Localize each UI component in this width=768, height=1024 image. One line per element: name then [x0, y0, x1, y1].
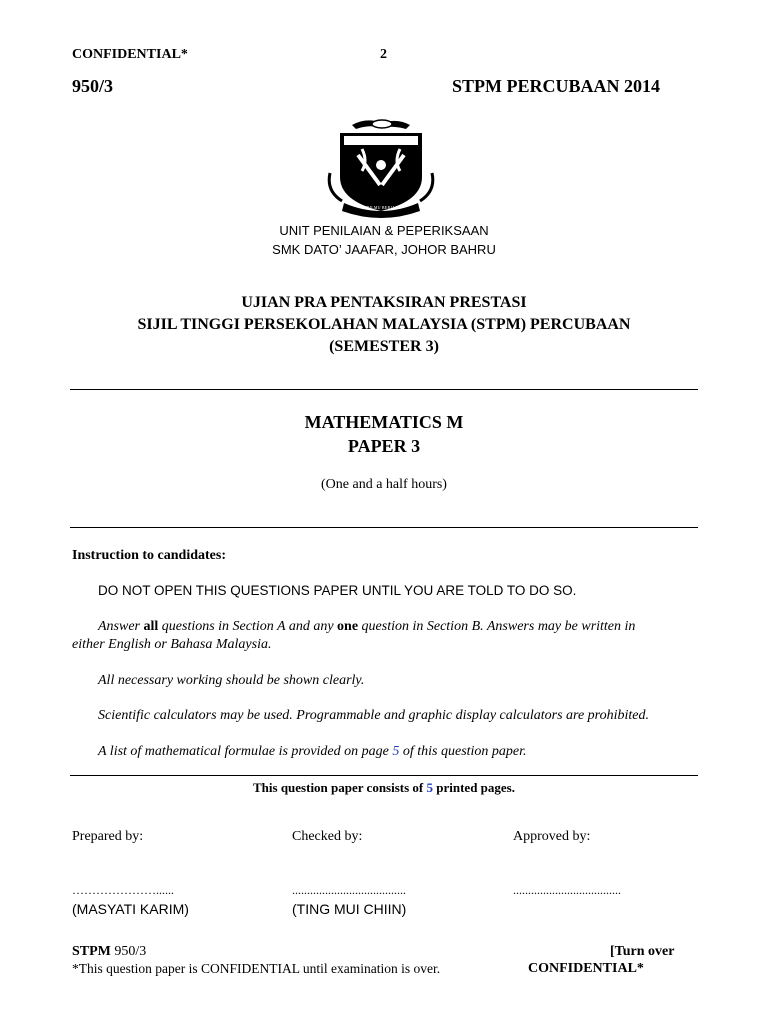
- answer-all-emphasis: all: [143, 619, 159, 634]
- school-name: SMK DATO’ JAAFAR, JOHOR BAHRU: [272, 242, 496, 257]
- formulae-text: A list of mathematical formulae is provided on page: [98, 744, 393, 759]
- exam-title-line1: UJIAN PRA PENTAKSIRAN PRESTASI: [241, 294, 527, 311]
- exam-title-line2: SIJIL TINGGI PERSEKOLAHAN MALAYSIA (STPM) PERCUBAAN: [137, 316, 631, 333]
- answer-one-emphasis: one: [337, 619, 359, 634]
- prepared-by-label: Prepared by:: [72, 829, 144, 844]
- school-unit: UNIT PENILAIAN & PEPERIKSAAN: [279, 223, 489, 238]
- exam-title: STPM PERCUBAAN 2014: [452, 76, 661, 96]
- confidential-note: *This question paper is CONFIDENTIAL until examination is over.: [72, 961, 441, 976]
- subject-name: MATHEMATICS M: [304, 412, 464, 432]
- paper-number: PAPER 3: [347, 436, 421, 456]
- turn-over-label: [Turn over: [610, 944, 675, 959]
- formulae-page-number: 5: [392, 744, 400, 759]
- crest-motto: BERILMU BERJASA: [361, 205, 401, 210]
- page-count-text: This question paper consists of: [253, 780, 427, 795]
- calculator-instruction: Scientific calculators may be used. Programmable and graphic display calculators are prohibited.: [98, 708, 649, 723]
- page-number: 2: [380, 47, 387, 62]
- approved-signature-line: ....................................: [513, 883, 621, 897]
- working-instruction: All necessary working should be shown clearly.: [98, 673, 365, 688]
- divider: [70, 527, 698, 528]
- checked-by-label: Checked by:: [292, 829, 363, 844]
- checked-signature-line: ......................................: [292, 883, 406, 897]
- formulae-text: of this question paper.: [399, 744, 527, 759]
- answer-instruction-line2: either English or Bahasa Malaysia.: [72, 637, 272, 652]
- checker-name: (TING MUI CHIIN): [292, 901, 407, 917]
- page-count-number: 5: [426, 780, 433, 795]
- answer-text: questions in Section A and any: [158, 619, 338, 634]
- footer-confidential: CONFIDENTIAL*: [528, 961, 644, 976]
- page-count-note: [0, 780, 768, 796]
- duration: (One and a half hours): [321, 477, 447, 492]
- prepared-signature-line: …………………......: [72, 883, 174, 897]
- preparer-name: (MASYATI KARIM): [72, 901, 189, 917]
- exam-title-line3: (SEMESTER 3): [329, 338, 439, 355]
- school-crest-logo: [322, 115, 440, 219]
- approved-by-label: Approved by:: [513, 829, 591, 844]
- footer-stpm: STPM: [72, 944, 111, 959]
- footer-paper-code: 950/3: [110, 944, 147, 959]
- divider: [70, 389, 698, 390]
- footer-code: [72, 944, 146, 960]
- instructions-heading: Instruction to candidates:: [72, 548, 227, 563]
- divider: [70, 775, 698, 776]
- page-count-text: printed pages.: [433, 780, 515, 795]
- answer-text: question in Section B. Answers may be written in: [358, 619, 636, 634]
- answer-instruction: [98, 619, 635, 635]
- confidential-label: CONFIDENTIAL*: [72, 47, 188, 62]
- answer-text: Answer: [98, 619, 144, 634]
- formulae-instruction: [98, 744, 527, 760]
- paper-code: 950/3: [72, 76, 114, 96]
- warning-text: DO NOT OPEN THIS QUESTIONS PAPER UNTIL YOU ARE TOLD TO DO SO.: [98, 583, 577, 598]
